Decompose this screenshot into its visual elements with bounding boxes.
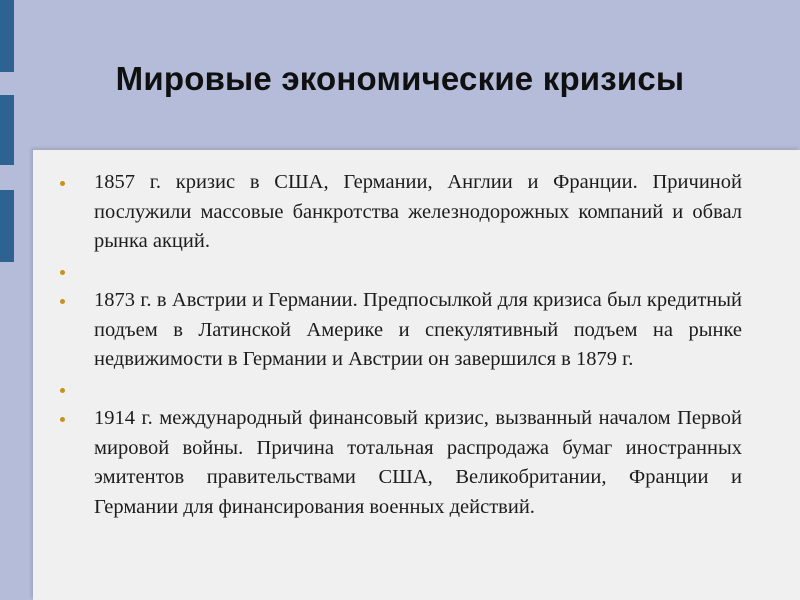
bullet-text: 1914 г. международный финансовый кризис, вызванный началом Первой мировой войны. Причина тотальная распродажа бумаг иностранных эмитентов правительствами США, Великобритании, Франции и Германии для финансирования военных действий. bbox=[94, 407, 742, 518]
slide-title: Мировые экономические кризисы bbox=[115, 60, 685, 97]
bullet-dot-icon bbox=[60, 388, 65, 393]
bullet-text: 1857 г. кризис в США, Германии, Англии и Франции. Причиной послужили массовые банкротства железнодорожных компаний и обвал рынка акций. bbox=[94, 171, 742, 252]
bullet-item bbox=[60, 404, 742, 522]
bullet-item-empty bbox=[60, 257, 742, 287]
accent-bar bbox=[0, 95, 14, 165]
bullet-item bbox=[60, 286, 742, 375]
accent-bar bbox=[0, 190, 14, 262]
bullet-item-empty bbox=[60, 375, 742, 405]
bullet-dot-icon bbox=[60, 417, 65, 422]
bullet-dot-icon bbox=[60, 299, 65, 304]
bullet-text: 1873 г. в Австрии и Германии. Предпосылкой для кризиса был кредитный подъем в Латинской Америке и спекулятивный подъем на рынке недвижимости в Германии и Австрии он завершился в 1879 г. bbox=[94, 289, 742, 370]
bullet-item bbox=[60, 168, 742, 257]
bullet-dot-icon bbox=[60, 270, 65, 275]
bullet-dot-icon bbox=[60, 181, 65, 186]
bullet-list bbox=[60, 168, 742, 522]
